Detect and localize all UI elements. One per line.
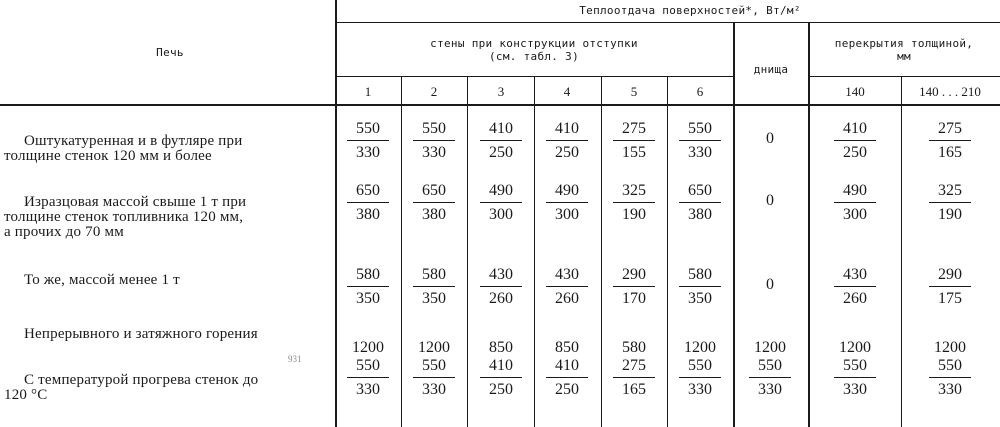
wall-value-cell	[537, 118, 597, 163]
value-denominator: 250	[489, 381, 513, 399]
value-numerator: 490	[843, 182, 867, 199]
ceiling-value-cell	[825, 264, 885, 309]
value-numerator: 550	[688, 120, 712, 137]
rule-under-title	[335, 22, 1000, 23]
value-numerator: 650	[356, 182, 380, 199]
value-numerator: 275	[622, 120, 646, 137]
row-label-continuous	[4, 327, 322, 342]
wall-value-cell	[670, 264, 730, 309]
ceiling-value-cell	[920, 118, 980, 163]
value-denominator: 190	[938, 206, 962, 224]
value-numerator: 290	[938, 266, 962, 283]
wall-value-cell: 1200	[418, 339, 450, 356]
stray-mark: 931	[288, 354, 302, 364]
walls-header-line1: стены при конструкции отступки	[430, 37, 638, 50]
value-denominator: 350	[356, 290, 380, 308]
wall-value-cell	[604, 180, 664, 225]
value-numerator: 550	[758, 357, 782, 374]
wall-value-cell	[604, 118, 664, 163]
value-denominator: 330	[356, 144, 380, 162]
value-denominator: 190	[622, 206, 646, 224]
value-numerator: 580	[356, 266, 380, 283]
wall-value-cell	[404, 180, 464, 225]
value-denominator: 330	[938, 381, 962, 399]
value-denominator: 330	[758, 381, 782, 399]
ceilings-header-line1: перекрытия толщиной,	[834, 37, 974, 50]
value-numerator: 410	[843, 120, 867, 137]
value-numerator: 290	[622, 266, 646, 283]
value-numerator: 430	[555, 266, 579, 283]
rule-header-bottom	[0, 104, 1000, 106]
value-numerator: 550	[688, 357, 712, 374]
value-denominator: 165	[938, 144, 962, 162]
stove-header: Печь	[156, 46, 184, 59]
wall-value-cell	[338, 264, 398, 309]
value-numerator: 550	[422, 357, 446, 374]
value-denominator: 330	[422, 144, 446, 162]
row-label-line: С температурой прогрева стенок до	[24, 372, 259, 388]
col-divider-2	[467, 76, 468, 427]
value-numerator: 410	[555, 357, 579, 374]
wall-value-cell: 1200	[684, 339, 716, 356]
value-numerator: 490	[489, 182, 513, 199]
value-denominator: 170	[622, 290, 646, 308]
value-numerator: 275	[938, 120, 962, 137]
value-denominator: 260	[843, 290, 867, 308]
ceiling-thickness-140: 140	[845, 84, 865, 99]
value-numerator: 325	[938, 182, 962, 199]
ceiling-value-cell: 1200	[934, 339, 966, 356]
value-numerator: 650	[688, 182, 712, 199]
ceiling-value-cell	[920, 355, 980, 400]
ceilings-header-line2: мм	[897, 50, 911, 63]
value-numerator: 410	[489, 357, 513, 374]
column-number: 3	[497, 84, 505, 99]
value-numerator: 580	[688, 266, 712, 283]
wall-value-cell	[404, 264, 464, 309]
col-divider-3	[534, 76, 535, 427]
value-denominator: 330	[356, 381, 380, 399]
row-label-plastered	[4, 134, 322, 164]
wall-value-cell	[537, 355, 597, 400]
value-numerator: 580	[422, 266, 446, 283]
wall-value-cell: 850	[555, 339, 579, 356]
wall-value-cell	[604, 264, 664, 309]
value-numerator: 550	[356, 120, 380, 137]
heat-output-header: Теплоотдача поверхностей*, Вт/м²	[579, 4, 801, 17]
value-numerator: 275	[622, 357, 646, 374]
column-number: 2	[430, 84, 438, 99]
row-label-line: Изразцовая массой свыше 1 т при	[24, 194, 247, 210]
bottoms-header: днища	[753, 63, 789, 76]
wall-value-cell	[338, 180, 398, 225]
ceiling-value-cell	[825, 118, 885, 163]
wall-value-cell: 850	[489, 339, 513, 356]
row-label-line: толщине стенок 120 мм и более	[4, 148, 212, 164]
wall-value-cell	[537, 264, 597, 309]
wall-value-cell	[670, 180, 730, 225]
value-denominator: 260	[555, 290, 579, 308]
value-denominator: 330	[843, 381, 867, 399]
ceiling-value-cell	[920, 180, 980, 225]
value-numerator: 650	[422, 182, 446, 199]
value-denominator: 165	[622, 381, 646, 399]
row-label-line: То же, массой менее 1 т	[24, 272, 180, 288]
wall-value-cell	[471, 180, 531, 225]
row-label-line: Оштукатуренная и в футляре при	[24, 133, 243, 149]
column-number: 6	[696, 84, 704, 99]
value-numerator: 550	[843, 357, 867, 374]
row-label-tiled-heavy	[4, 195, 322, 240]
row-label-line: 120 °С	[4, 387, 48, 403]
wall-value-cell	[471, 355, 531, 400]
row-label-line: Непрерывного и затяжного горения	[24, 326, 258, 342]
wall-value-cell	[338, 118, 398, 163]
col-divider-bottoms-end	[808, 22, 810, 427]
row-label-line: толщине стенок топливника 120 мм,	[4, 209, 244, 225]
value-numerator: 490	[555, 182, 579, 199]
value-denominator: 250	[489, 144, 513, 162]
wall-value-cell	[404, 118, 464, 163]
value-denominator: 350	[688, 290, 712, 308]
bottom-value-cell: 0	[766, 130, 774, 147]
wall-value-cell	[338, 355, 398, 400]
value-denominator: 260	[489, 290, 513, 308]
value-denominator: 350	[422, 290, 446, 308]
wall-value-cell	[471, 118, 531, 163]
wall-value-cell	[604, 355, 664, 400]
value-denominator: 175	[938, 290, 962, 308]
bottom-value-cell: 0	[766, 276, 774, 293]
value-denominator: 330	[688, 144, 712, 162]
bottom-value-cell	[740, 355, 800, 400]
column-number: 5	[630, 84, 638, 99]
row-label-tiled-light	[4, 273, 322, 288]
value-denominator: 250	[843, 144, 867, 162]
value-denominator: 250	[555, 144, 579, 162]
col-divider-label	[335, 0, 337, 427]
value-numerator: 550	[356, 357, 380, 374]
value-numerator: 430	[843, 266, 867, 283]
rule-under-groups-ceilings	[808, 76, 1000, 77]
ceiling-thickness-140-210: 140 . . . 210	[919, 84, 981, 99]
value-denominator: 250	[555, 381, 579, 399]
bottom-value-cell: 0	[766, 192, 774, 209]
value-denominator: 380	[422, 206, 446, 224]
value-denominator: 330	[688, 381, 712, 399]
bottom-value-cell: 1200	[754, 339, 786, 356]
rule-under-groups-walls	[335, 76, 733, 77]
value-denominator: 300	[843, 206, 867, 224]
value-denominator: 155	[622, 144, 646, 162]
wall-value-cell: 580	[622, 339, 646, 356]
row-label-line: а прочих до 70 мм	[4, 224, 124, 240]
value-numerator: 550	[938, 357, 962, 374]
value-numerator: 550	[422, 120, 446, 137]
col-divider-ceilings	[901, 76, 902, 427]
ceiling-value-cell	[920, 264, 980, 309]
value-denominator: 300	[489, 206, 513, 224]
wall-value-cell	[670, 118, 730, 163]
ceiling-value-cell: 1200	[839, 339, 871, 356]
value-denominator: 300	[555, 206, 579, 224]
value-numerator: 325	[622, 182, 646, 199]
value-denominator: 380	[356, 206, 380, 224]
wall-value-cell	[404, 355, 464, 400]
col-divider-1	[401, 76, 402, 427]
value-numerator: 410	[555, 120, 579, 137]
value-numerator: 410	[489, 120, 513, 137]
ceiling-value-cell	[825, 180, 885, 225]
column-number: 4	[563, 84, 571, 99]
ceiling-value-cell	[825, 355, 885, 400]
value-denominator: 330	[422, 381, 446, 399]
value-denominator: 380	[688, 206, 712, 224]
wall-value-cell: 1200	[352, 339, 384, 356]
column-number: 1	[364, 84, 372, 99]
wall-value-cell	[471, 264, 531, 309]
col-divider-walls-end	[733, 22, 735, 427]
wall-value-cell	[537, 180, 597, 225]
value-numerator: 430	[489, 266, 513, 283]
row-label-temperature	[4, 373, 322, 403]
walls-header-line2: (см. табл. 3)	[489, 50, 579, 63]
wall-value-cell	[670, 355, 730, 400]
col-divider-4	[601, 76, 602, 427]
col-divider-5	[667, 76, 668, 427]
